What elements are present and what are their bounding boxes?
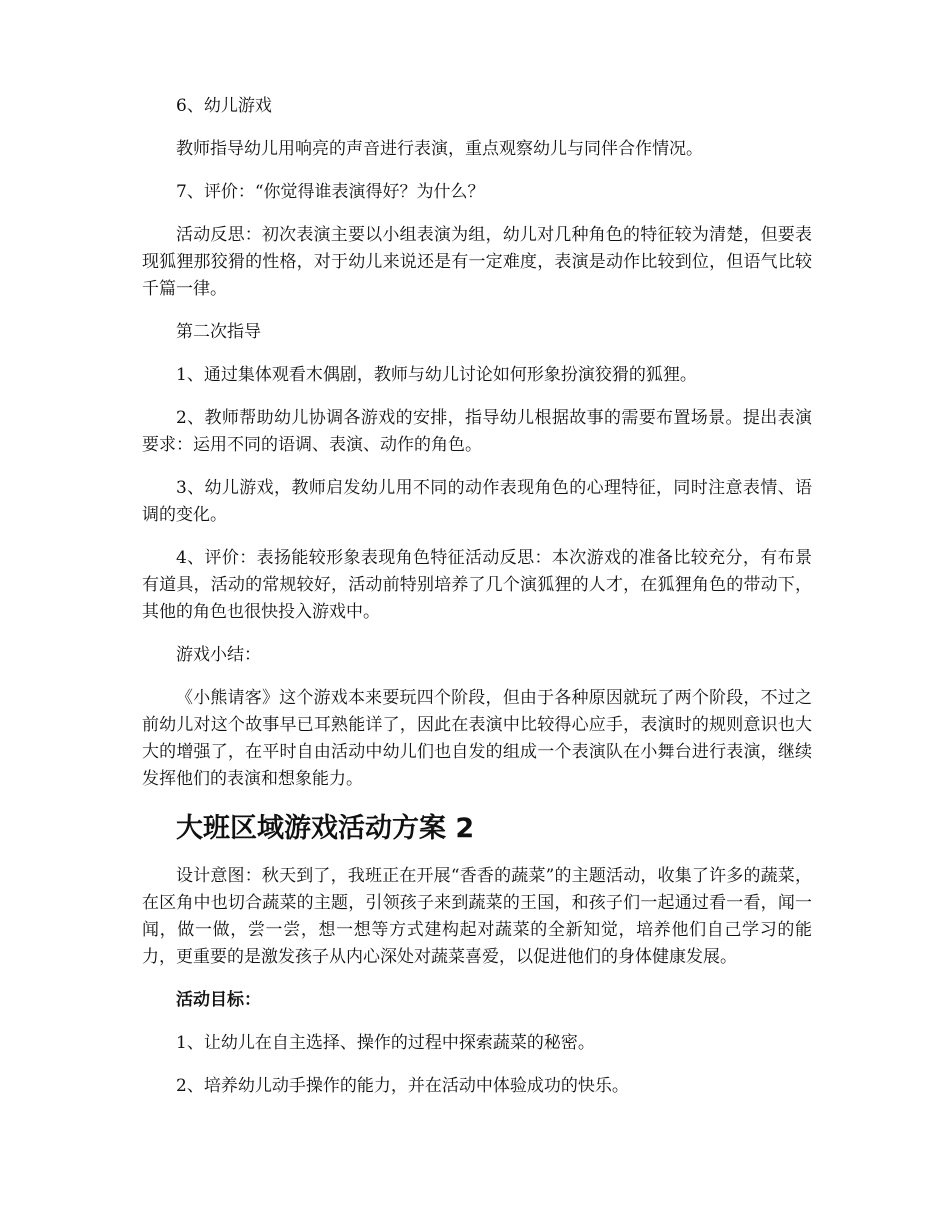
paragraph-summary: 《小熊请客》这个游戏本来要玩四个阶段，但由于各种原因就玩了两个阶段，不过之前幼儿对这个故事早已耳熟能详了，因此在表演中比较得心应手，表演时的规则意识也大大的增强了，在平时自由活动中幼儿们也自发的组成一个表演队在小舞台进行表演，继续发挥他们的表演和想象能力。 bbox=[142, 688, 812, 789]
paragraph-step-6: 6、幼儿游戏 bbox=[176, 96, 272, 116]
paragraph-summary-label: 游戏小结： bbox=[176, 645, 261, 665]
paragraph-second-step-3: 3、幼儿游戏，教师启发幼儿用不同的动作表现角色的心理特征，同时注意表情、语调的变化。 bbox=[142, 478, 812, 525]
paragraph-reflection-1: 活动反思：初次表演主要以小组表演为组，幼儿对几种角色的特征较为清楚，但要表现狐狸那狡猾的性格，对于幼儿来说还是有一定难度，表演是动作比较到位，但语气比较千篇一律。 bbox=[142, 225, 812, 299]
paragraph-design-intent: 设计意图：秋天到了，我班正在开展“香香的蔬菜”的主题活动，收集了许多的蔬菜，在区角中也切合蔬菜的主题，引领孩子来到蔬菜的王国，和孩子们一起通过看一看，闻一闻，做一做，尝一尝，想一想等方式建构起对蔬菜的全新知觉，培养他们自己学习的能力，更重要的是激发孩子从内心深处对蔬菜喜爱，以促进他们的身体健康发展。 bbox=[142, 866, 812, 967]
paragraph-goals-label: 活动目标： bbox=[176, 990, 261, 1010]
paragraph-second-step-2: 2、教师帮助幼儿协调各游戏的安排，指导幼儿根据故事的需要布置场景。提出表演要求：运用不同的语调、表演、动作的角色。 bbox=[142, 408, 812, 455]
paragraph-teacher-guidance: 教师指导幼儿用响亮的声音进行表演，重点观察幼儿与同伴合作情况。 bbox=[176, 139, 703, 159]
paragraph-goal-1: 1、让幼儿在自主选择、操作的过程中探索蔬菜的秘密。 bbox=[176, 1033, 595, 1053]
section-heading: 大班区域游戏活动方案 2 bbox=[176, 813, 475, 844]
paragraph-second-step-1: 1、通过集体观看木偶剧，教师与幼儿讨论如何形象扮演狡猾的狐狸。 bbox=[176, 365, 697, 385]
paragraph-step-7: 7、评价：“你觉得谁表演得好？为什么？ bbox=[176, 182, 485, 202]
paragraph-goal-2: 2、培养幼儿动手操作的能力，并在活动中体验成功的快乐。 bbox=[176, 1076, 629, 1096]
document-page bbox=[142, 93, 812, 1116]
paragraph-second-guidance: 第二次指导 bbox=[176, 322, 261, 342]
paragraph-second-step-4: 4、评价：表扬能较形象表现角色特征活动反思：本次游戏的准备比较充分，有布景有道具，活动的常规较好，活动前特别培养了几个演狐狸的人才，在狐狸角色的带动下，其他的角色也很快投入游戏中。 bbox=[142, 548, 812, 622]
